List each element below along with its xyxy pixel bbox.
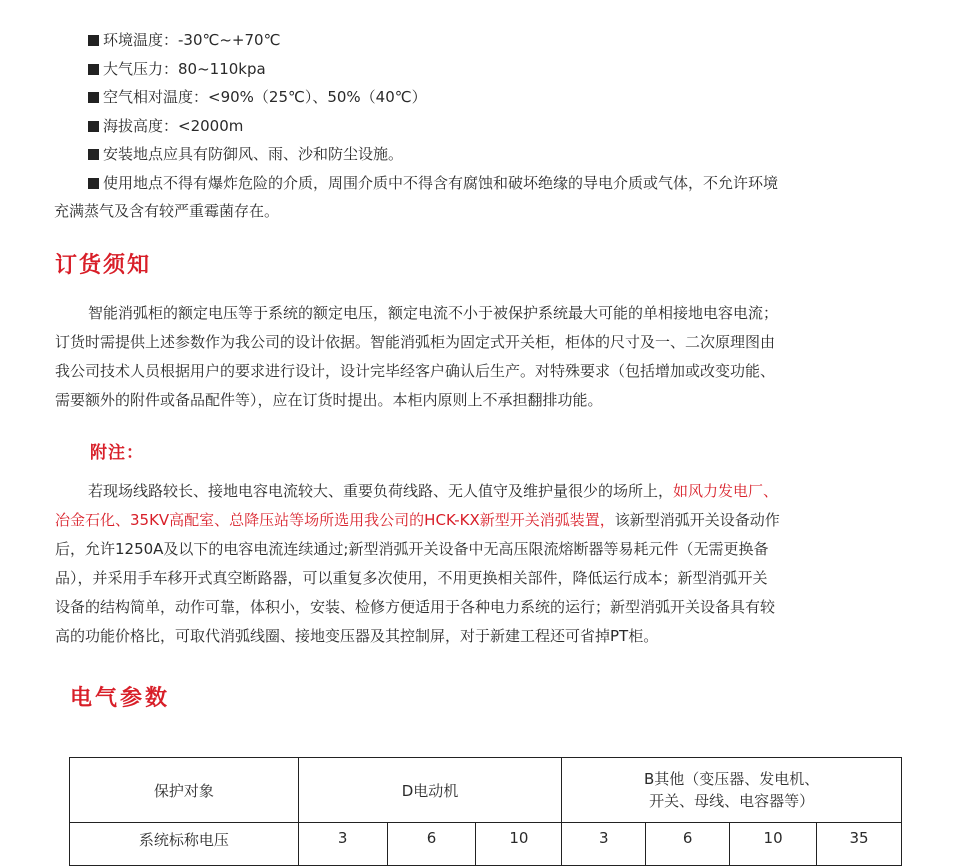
table-cell: 10 <box>730 823 817 866</box>
motor-header: D电动机 <box>298 758 562 823</box>
square-bullet-icon <box>88 121 99 132</box>
table-cell: 6 <box>646 823 730 866</box>
square-bullet-icon <box>88 92 99 103</box>
protect-target-header: 保护对象 <box>70 758 299 823</box>
table-cell: 35 <box>817 823 902 866</box>
table-header-row <box>70 758 902 823</box>
other-header: B其他（变压器、发电机、 开关、母线、电容器等） <box>562 758 902 823</box>
note-title: 附注： <box>90 443 144 463</box>
env-item: 海拔高度：<2000m <box>88 112 918 141</box>
env-item: 使用地点不得有爆炸危险的介质，周围介质中不得含有腐蚀和破坏绝缘的导电介质或气体，不允许环境 <box>88 169 918 198</box>
square-bullet-icon <box>88 64 99 75</box>
highlight-text: 如风力发电厂、 <box>673 482 779 500</box>
environment-conditions <box>54 26 918 226</box>
table-cell: 3 <box>298 823 387 866</box>
electrical-params-table <box>69 757 902 866</box>
env-item-continued: 充满蒸气及含有较严重霉菌存在。 <box>54 202 280 220</box>
square-bullet-icon <box>88 35 99 46</box>
row-label: 系统标称电压 <box>70 823 299 866</box>
table-cell: 3 <box>562 823 646 866</box>
order-section-title: 订货须知 <box>55 253 152 278</box>
env-item: 空气相对温度：<90%（25℃）、50%（40℃） <box>88 83 918 112</box>
env-item: 大气压力：80~110kpa <box>88 55 918 84</box>
env-item: 安装地点应具有防御风、雨、沙和防尘设施。 <box>88 140 918 169</box>
env-item: 环境温度：-30℃~+70℃ <box>88 26 918 55</box>
highlight-text: 冶金石化、35KV高配室、总降压站等场所选用我公司的HCK-KX新型开关消弧装置， <box>55 511 615 529</box>
order-paragraph: 智能消弧柜的额定电压等于系统的额定电压，额定电流不小于被保护系统最大可能的单相接地电容电流； 订货时需提供上述参数作为我公司的设计依据。智能消弧柜为固定式开关柜，柜体的尺寸及一、二次原理图由 我公司技术人员根据用户的要求进行设计，设计完毕经客户确认后生产。对特殊要求（包括增加或改变功能、 需要额外的附件或备品配件等），应在订货时提出。本柜内原则上不承担翻排功能。 <box>55 304 779 409</box>
table-row <box>70 823 902 866</box>
note-paragraph: 若现场线路较长、接地电容电流较大、重要负荷线路、无人值守及维护量很少的场所上，如风力发电厂、 冶金石化、35KV高配室、总降压站等场所选用我公司的HCK-KX新型开关消弧装置，该新型消弧开关设备动作 后，允许1250A及以下的电容电流连续通过;新型消弧开关设备中无高压限流熔断器等易耗元件（无需更换备 品），并采用手车移开式真空断路器，可以重复多次使用，不用更换相关部件，降低运行成本；新型消弧开关 设备的结构简单，动作可靠，体积小，安装、检修方便适用于各种电力系统的运行；新型消弧开关设备具有较 高的功能价格比，可取代消弧线圈、接地变压器及其控制屏，对于新建工程还可省掉PT柜。 <box>55 482 780 645</box>
square-bullet-icon <box>88 178 99 189</box>
square-bullet-icon <box>88 149 99 160</box>
electrical-params-title: 电气参数 <box>70 686 171 711</box>
table-cell: 10 <box>476 823 562 866</box>
table-cell: 6 <box>387 823 476 866</box>
